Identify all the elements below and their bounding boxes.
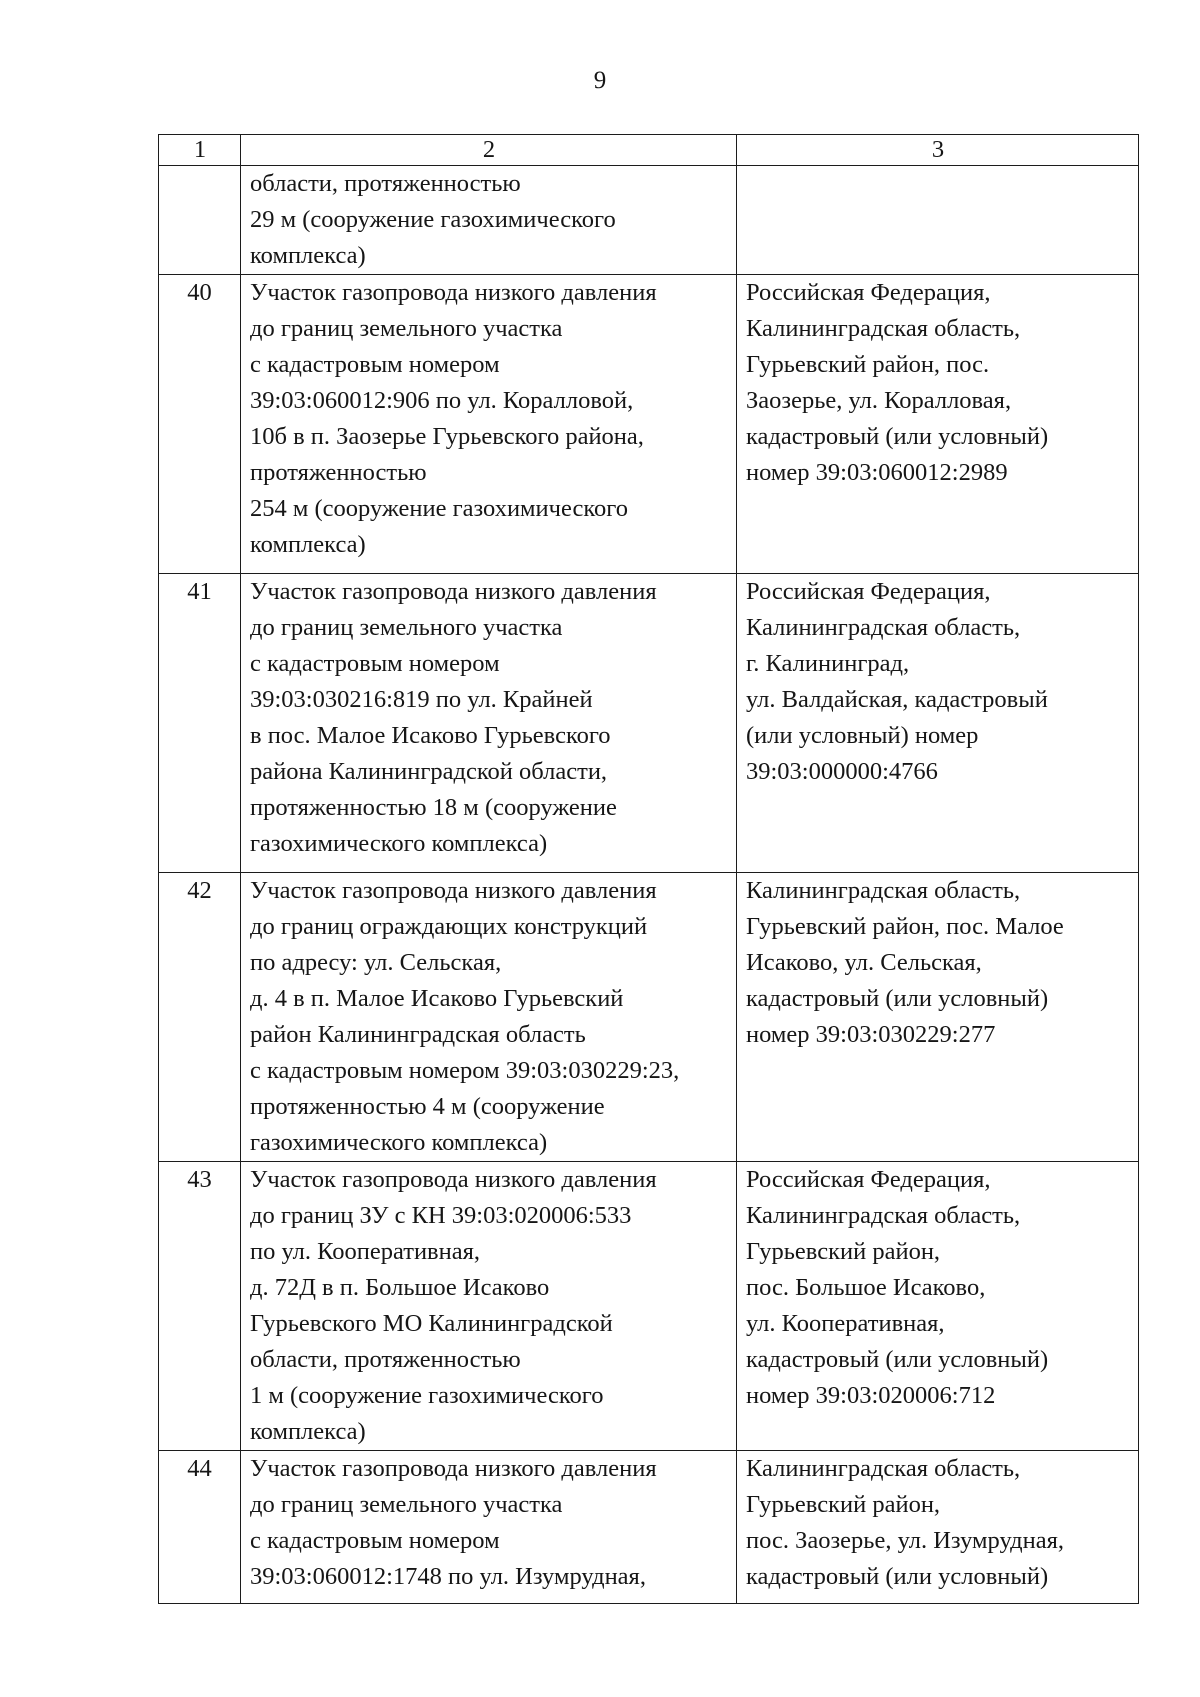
description-line: до границ ЗУ с КН 39:03:020006:533 bbox=[250, 1202, 632, 1229]
location-line: Калининградская область, bbox=[746, 1455, 1021, 1482]
description-line: район Калининградская область bbox=[250, 1021, 586, 1048]
description-line: комплекса) bbox=[250, 531, 366, 558]
description-line: 1 м (сооружение газохимического bbox=[250, 1382, 604, 1409]
description-line: д. 4 в п. Малое Исаково Гурьевский bbox=[250, 985, 624, 1012]
description-line: протяженностью 18 м (сооружение bbox=[250, 794, 617, 821]
location-line: пос. Большое Исаково, bbox=[746, 1274, 986, 1301]
description-line: до границ земельного участка bbox=[250, 315, 563, 342]
header-col-2: 2 bbox=[241, 135, 737, 166]
location-cell bbox=[737, 873, 1139, 1162]
location-line: Российская Федерация, bbox=[746, 578, 991, 605]
table-row bbox=[159, 574, 1139, 873]
location-line: г. Калининград, bbox=[746, 650, 910, 677]
registry-table bbox=[158, 134, 1139, 1604]
description-line: 39:03:060012:1748 по ул. Изумрудная, bbox=[250, 1563, 646, 1590]
description-line: с кадастровым номером bbox=[250, 351, 500, 378]
table-row bbox=[159, 1451, 1139, 1604]
row-number-cell: 43 bbox=[159, 1162, 241, 1451]
location-line: Калининградская область, bbox=[746, 315, 1021, 342]
location-line: кадастровый (или условный) bbox=[746, 423, 1049, 450]
description-cell bbox=[241, 166, 737, 275]
description-line: с кадастровым номером 39:03:030229:23, bbox=[250, 1057, 680, 1084]
row-number-cell bbox=[159, 166, 241, 275]
description-line: Участок газопровода низкого давления bbox=[250, 279, 657, 306]
description-line: Участок газопровода низкого давления bbox=[250, 1166, 657, 1193]
description-line: протяженностью 4 м (сооружение bbox=[250, 1093, 605, 1120]
location-cell bbox=[737, 166, 1139, 275]
table-row bbox=[159, 873, 1139, 1162]
description-line: Участок газопровода низкого давления bbox=[250, 877, 657, 904]
location-line: ул. Валдайская, кадастровый bbox=[746, 686, 1048, 713]
location-line: Гурьевский район, bbox=[746, 1238, 941, 1265]
location-line: кадастровый (или условный) bbox=[746, 1563, 1049, 1590]
location-line: номер 39:03:030229:277 bbox=[746, 1021, 996, 1048]
description-line: газохимического комплекса) bbox=[250, 830, 548, 857]
description-line: 254 м (сооружение газохимического bbox=[250, 495, 628, 522]
description-line: Гурьевского МО Калининградской bbox=[250, 1310, 613, 1337]
location-line: Исаково, ул. Сельская, bbox=[746, 949, 982, 976]
row-number-cell: 42 bbox=[159, 873, 241, 1162]
row-number-cell: 44 bbox=[159, 1451, 241, 1604]
description-line: района Калининградской области, bbox=[250, 758, 608, 785]
description-line: д. 72Д в п. Большое Исаково bbox=[250, 1274, 550, 1301]
location-line: Калининградская область, bbox=[746, 1202, 1021, 1229]
location-line: Калининградская область, bbox=[746, 877, 1021, 904]
location-line: номер 39:03:020006:712 bbox=[746, 1382, 996, 1409]
description-line: с кадастровым номером bbox=[250, 1527, 500, 1554]
description-line: до границ ограждающих конструкций bbox=[250, 913, 648, 940]
row-number-cell: 41 bbox=[159, 574, 241, 873]
location-cell bbox=[737, 574, 1139, 873]
table-row bbox=[159, 1162, 1139, 1451]
location-line: 39:03:000000:4766 bbox=[746, 758, 938, 785]
location-line: Гурьевский район, пос. Малое bbox=[746, 913, 1064, 940]
location-cell bbox=[737, 275, 1139, 574]
location-line: Калининградская область, bbox=[746, 614, 1021, 641]
description-cell bbox=[241, 873, 737, 1162]
location-line: Гурьевский район, пос. bbox=[746, 351, 990, 378]
description-line: до границ земельного участка bbox=[250, 614, 563, 641]
location-cell bbox=[737, 1162, 1139, 1451]
description-line: комплекса) bbox=[250, 242, 366, 269]
location-line: кадастровый (или условный) bbox=[746, 985, 1049, 1012]
description-cell bbox=[241, 574, 737, 873]
location-line: ул. Кооперативная, bbox=[746, 1310, 945, 1337]
header-col-1: 1 bbox=[159, 135, 241, 166]
description-line: комплекса) bbox=[250, 1418, 366, 1445]
description-line: протяженностью bbox=[250, 459, 427, 486]
description-line: 10б в п. Заозерье Гурьевского района, bbox=[250, 423, 644, 450]
table-header-row bbox=[159, 135, 1139, 166]
description-line: по ул. Кооперативная, bbox=[250, 1238, 480, 1265]
description-line: с кадастровым номером bbox=[250, 650, 500, 677]
table-row bbox=[159, 275, 1139, 574]
description-line: 39:03:030216:819 по ул. Крайней bbox=[250, 686, 593, 713]
row-number-cell: 40 bbox=[159, 275, 241, 574]
description-line: газохимического комплекса) bbox=[250, 1129, 548, 1156]
description-line: 29 м (сооружение газохимического bbox=[250, 206, 616, 233]
location-line: кадастровый (или условный) bbox=[746, 1346, 1049, 1373]
location-line: Российская Федерация, bbox=[746, 279, 991, 306]
table-body bbox=[159, 135, 1139, 1604]
table-row bbox=[159, 166, 1139, 275]
location-line: Заозерье, ул. Коралловая, bbox=[746, 387, 1012, 414]
location-line: (или условный) номер bbox=[746, 722, 979, 749]
description-cell bbox=[241, 1451, 737, 1604]
description-line: Участок газопровода низкого давления bbox=[250, 578, 657, 605]
description-line: области, протяженностью bbox=[250, 170, 521, 197]
description-line: до границ земельного участка bbox=[250, 1491, 563, 1518]
description-line: 39:03:060012:906 по ул. Коралловой, bbox=[250, 387, 634, 414]
location-cell bbox=[737, 1451, 1139, 1604]
description-cell bbox=[241, 1162, 737, 1451]
description-line: по адресу: ул. Сельская, bbox=[250, 949, 502, 976]
page-number: 9 bbox=[593, 67, 607, 94]
location-line: пос. Заозерье, ул. Изумрудная, bbox=[746, 1527, 1065, 1554]
description-cell bbox=[241, 275, 737, 574]
location-line: Российская Федерация, bbox=[746, 1166, 991, 1193]
description-line: области, протяженностью bbox=[250, 1346, 521, 1373]
description-line: в пос. Малое Исаково Гурьевского bbox=[250, 722, 611, 749]
location-line: Гурьевский район, bbox=[746, 1491, 941, 1518]
location-line: номер 39:03:060012:2989 bbox=[746, 459, 1008, 486]
header-col-3: 3 bbox=[737, 135, 1139, 166]
description-line: Участок газопровода низкого давления bbox=[250, 1455, 657, 1482]
